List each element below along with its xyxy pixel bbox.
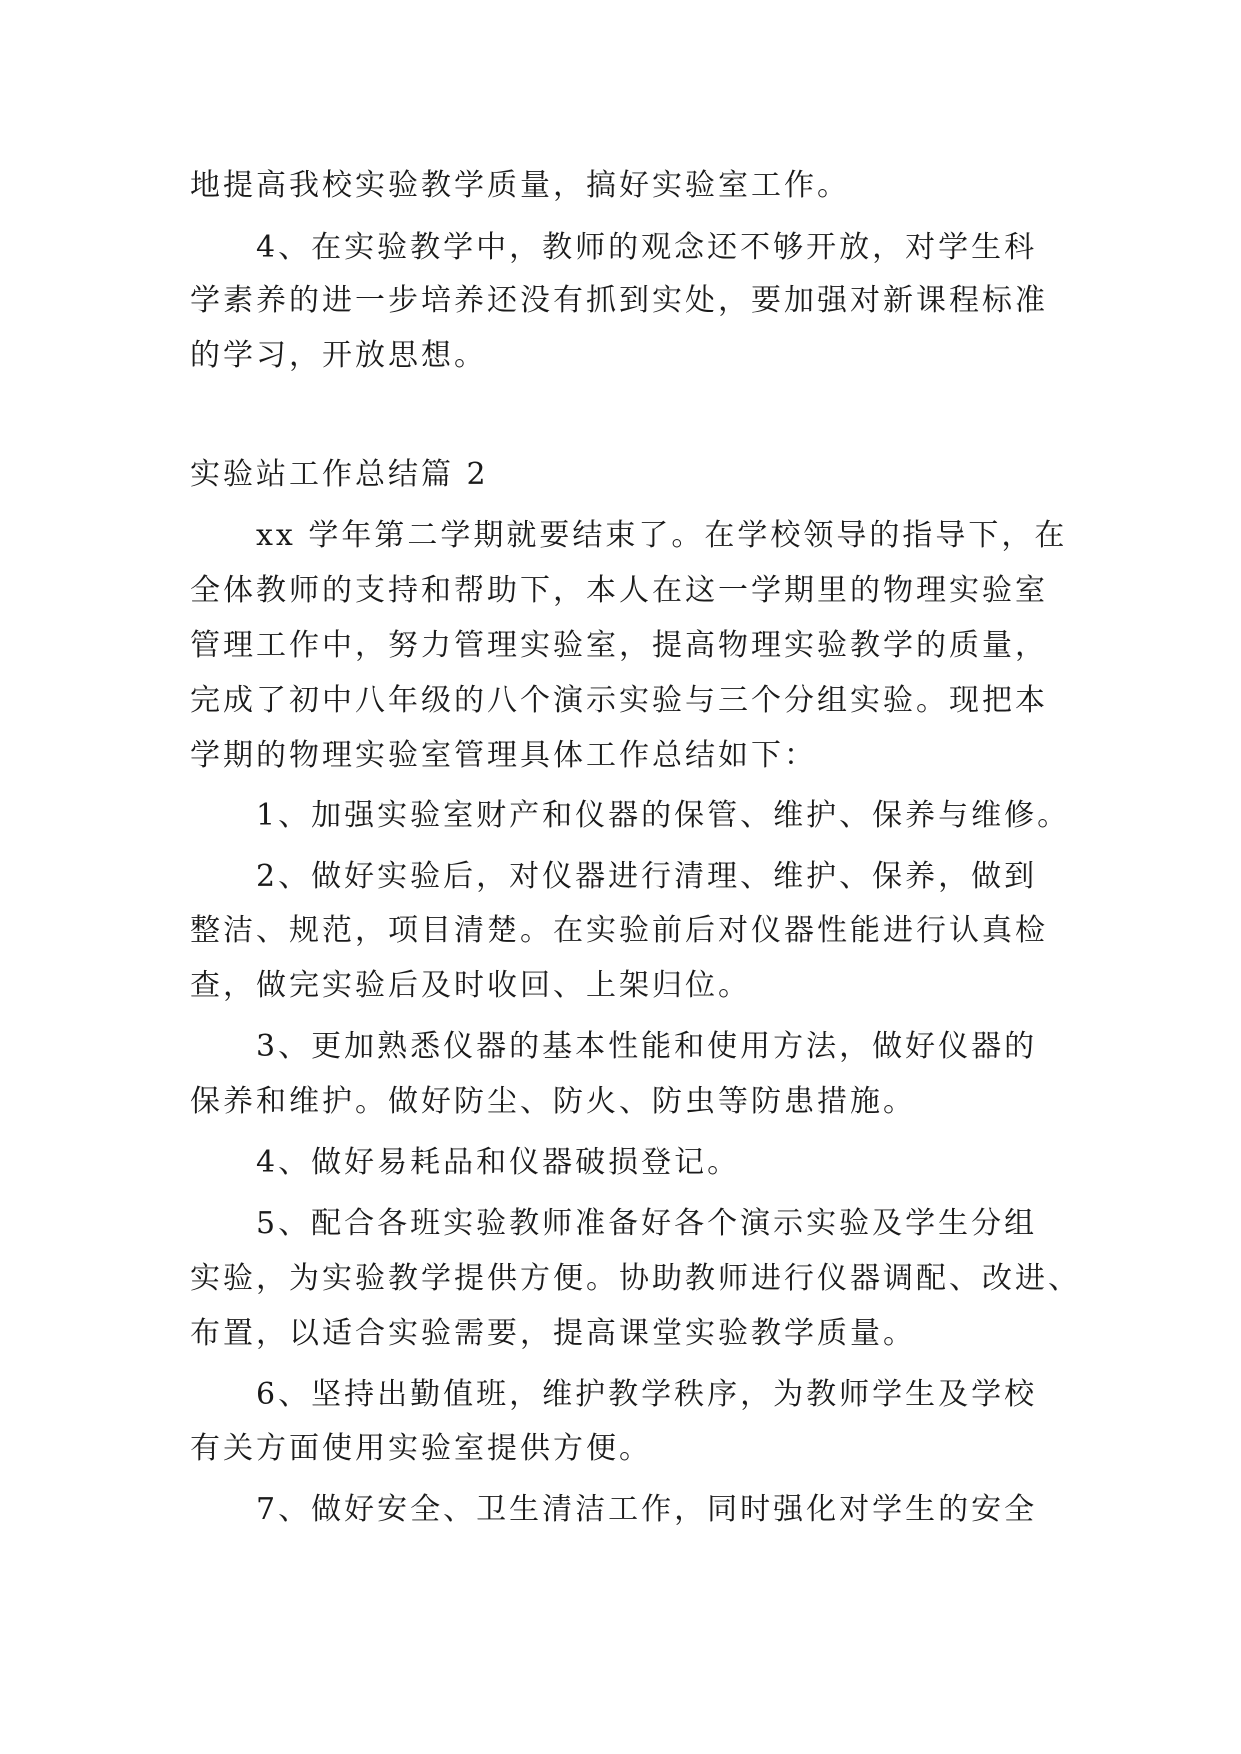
text-line: 6、坚持出勤值班，维护教学秩序，为教师学生及学校: [256, 1377, 1038, 1412]
text-line: 整洁、规范，项目清楚。在实验前后对仪器性能进行认真检: [190, 913, 1048, 948]
text-line: 学期的物理实验室管理具体工作总结如下：: [190, 738, 817, 773]
text-line: 的学习，开放思想。: [190, 338, 487, 373]
text-line: 完成了初中八年级的八个演示实验与三个分组实验。现把本: [190, 683, 1048, 718]
text-line: 实验，为实验教学提供方便。协助教师进行仪器调配、改进、: [190, 1261, 1081, 1296]
text-line: 学素养的进一步培养还没有抓到实处，要加强对新课程标准: [190, 283, 1048, 318]
text-line: 地提高我校实验教学质量，搞好实验室工作。: [190, 168, 850, 203]
text-line: 2、做好实验后，对仪器进行清理、维护、保养，做到: [256, 859, 1038, 894]
text-line: 有关方面使用实验室提供方便。: [190, 1431, 652, 1466]
text-line: 7、做好安全、卫生清洁工作，同时强化对学生的安全: [256, 1492, 1038, 1527]
text-line: 保养和维护。做好防尘、防火、防虫等防患措施。: [190, 1084, 916, 1119]
text-line: 4、做好易耗品和仪器破损登记。: [256, 1145, 741, 1180]
text-line: 查，做完实验后及时收回、上架归位。: [190, 968, 751, 1003]
text-line: 全体教师的支持和帮助下，本人在这一学期里的物理实验室: [190, 573, 1048, 608]
text-line: 1、加强实验室财产和仪器的保管、维护、保养与维修。: [256, 798, 1071, 833]
text-line: 管理工作中，努力管理实验室，提高物理实验教学的质量，: [190, 628, 1048, 663]
text-line: 布置，以适合实验需要，提高课堂实验教学质量。: [190, 1316, 916, 1351]
text-line: 4、在实验教学中，教师的观念还不够开放，对学生科: [256, 230, 1038, 265]
text-line: 3、更加熟悉仪器的基本性能和使用方法，做好仪器的: [256, 1029, 1038, 1064]
text-line: 5、配合各班实验教师准备好各个演示实验及学生分组: [256, 1206, 1038, 1241]
section-heading: 实验站工作总结篇 2: [190, 457, 489, 492]
text-line: xx 学年第二学期就要结束了。在学校领导的指导下，在: [256, 518, 1068, 553]
